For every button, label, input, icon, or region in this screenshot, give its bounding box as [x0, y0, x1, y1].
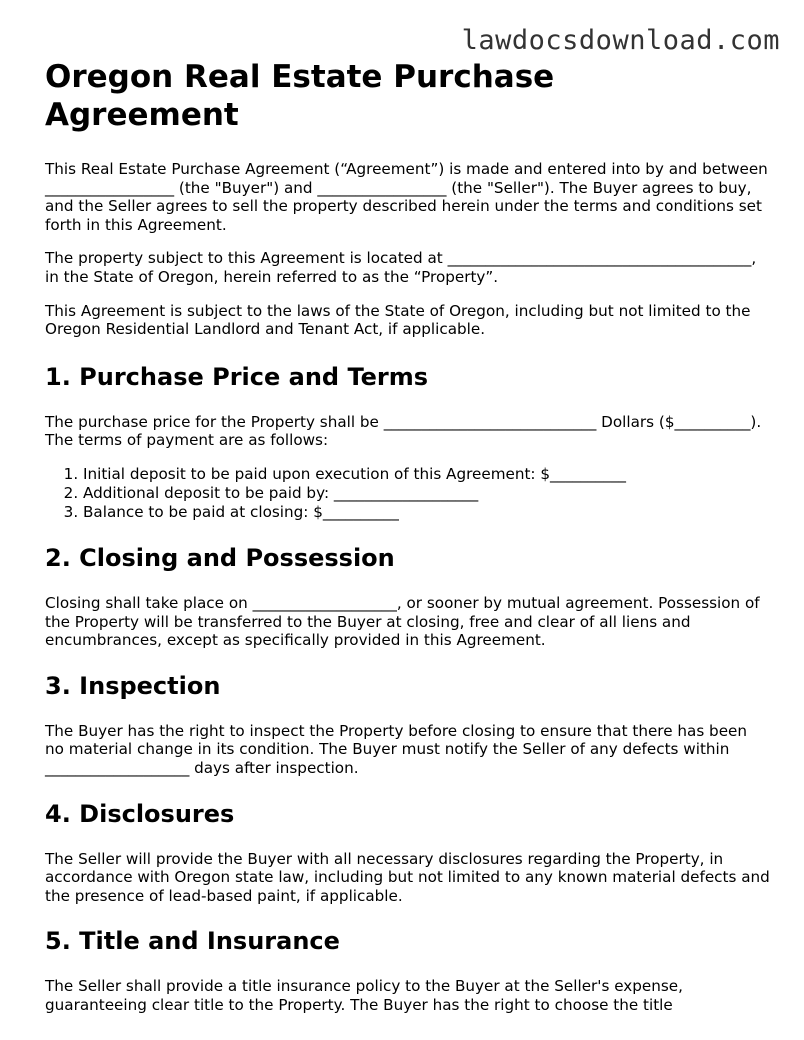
section-heading-purchase-price: 1. Purchase Price and Terms: [45, 362, 429, 391]
section-heading-closing: 2. Closing and Possession: [45, 543, 395, 572]
section-heading-inspection: 3. Inspection: [45, 671, 221, 700]
intro-paragraph-law: This Agreement is subject to the laws of the State of Oregon, including but not limited to the Oregon Residential Landlord and Tenant Act, if applicable.: [45, 301, 751, 339]
intro-paragraph-parties: This Real Estate Purchase Agreement (“Agreement”) is made and entered into by and between _________________ (the "Buyer") and _________________ (the "Seller"). The Buyer agrees to buy, and the Seller agrees to sell the property described herein under the terms and conditions set forth in this Agreement.: [45, 160, 768, 234]
list-item: 3. Balance to be paid at closing: $__________: [83, 503, 770, 522]
section-heading-title-insurance: 5. Title and Insurance: [45, 927, 340, 956]
list-item: 1. Initial deposit to be paid upon execution of this Agreement: $__________: [83, 465, 770, 484]
watermark: lawdocsdownload.com: [461, 25, 780, 56]
list-item: 2. Additional deposit to be paid by: ___________________: [83, 484, 770, 503]
section-text-closing: Closing shall take place on ___________________, or sooner by mutual agreement. Possession of the Property will be transferred to the Buyer at closing, free and clear of all liens and encumbrances, except as specifically provided in this Agreement.: [45, 593, 760, 650]
payment-terms-list: [45, 465, 770, 522]
section-text-inspection: The Buyer has the right to inspect the Property before closing to ensure that there has been no material change in its condition. The Buyer must notify the Seller of any defects within ___________________ days after inspection.: [45, 721, 748, 777]
section-text-disclosures: The Seller will provide the Buyer with all necessary disclosures regarding the Property, in accordance with Oregon state law, including but not limited to any known material defects and the presence of lead-based paint, if applicable.: [45, 849, 770, 905]
section-text-title-insurance: The Seller shall provide a title insurance policy to the Buyer at the Seller's expense, guaranteeing clear title to the Property. The Buyer has the right to choose the title: [45, 977, 683, 1014]
intro-paragraph-property: The property subject to this Agreement is located at ________________________________________, in the State of Oregon, herein referred to as the “Property”.: [45, 249, 757, 286]
document-title: Oregon Real Estate Purchase Agreement: [45, 59, 555, 133]
document-page: [45, 58, 770, 1014]
section-text-purchase-price: The purchase price for the Property shall be ____________________________ Dollars ($__________). The terms of payment are as follows:: [45, 412, 762, 450]
section-heading-disclosures: 4. Disclosures: [45, 799, 235, 828]
